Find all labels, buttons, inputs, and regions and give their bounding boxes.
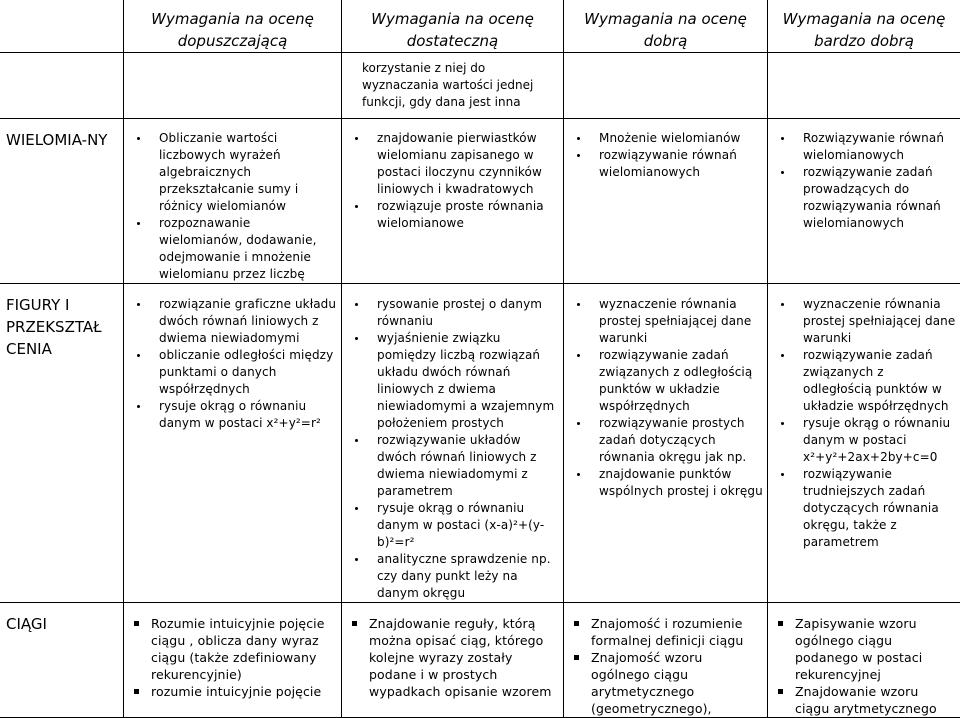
list-item: Znajdowanie reguły, którą można opisać ciąg, którego kolejne wyrazy zostały podane i w prostych wypadkach opisanie wzorem [342,615,563,700]
list-item: rozumie intuicyjnie pojęcie [124,683,341,700]
header-dostateczna: Wymagania na ocenę dostateczną [342,0,564,53]
list-item: Rozwiązywanie równań wielomianowych [768,130,960,164]
header-category [0,0,124,53]
list-item: rozwiązywanie równań wielomianowych [564,147,767,181]
cell-dopuszczajaca [124,603,342,718]
list-item: obliczanie odległości między punktami o danych współrzędnych [124,347,341,398]
cell-bardzo-dobra [768,284,960,603]
list-item: rozwiązuje proste równania wielomianowe [342,198,563,232]
list-item: rozpoznawanie wielomianów, dodawanie, odejmowanie i mnożenie wielomianu przez liczbę [124,215,341,283]
cell-bardzo-dobra [768,603,960,718]
list-item: Zapisywanie wzoru ogólnego ciągu podanego w postaci rekurencyjnej [768,615,960,683]
cell-dostateczna [342,284,564,603]
list-item: wyjaśnienie związku pomiędzy liczbą rozwiązań układu dwóch równań liniowych z dwiema niewiadomymi a wzajemnym położeniem prostych [342,330,563,432]
table-row-figury [0,284,960,603]
table-row-wielomiany [0,119,960,284]
cell-dobra [564,603,768,718]
category-label: FIGURY I PRZEKSZTAŁ CENIA [0,284,124,603]
list-item: analityczne sprawdzenie np. czy dany punkt leży na danym okręgu [342,551,563,602]
cell-dostateczna [342,119,564,284]
list-item: wyznaczenie równania prostej spełniającej dane warunki [768,296,960,347]
header-dopuszczajaca: Wymagania na ocenę dopuszczającą [124,0,342,53]
header-dobra: Wymagania na ocenę dobrą [564,0,768,53]
category-label: WIELOMIA-NY [0,119,124,284]
continuation-row [0,53,960,119]
cell-dopuszczajaca [124,284,342,603]
list-item: wyznaczenie równania prostej spełniającej dane warunki [564,296,767,347]
list-item: rysowanie prostej o danym równaniu [342,296,563,330]
list-item: Obliczanie wartości liczbowych wyrażeń algebraicznych przekształcanie sumy i różnicy wielomianów [124,130,341,215]
table-row-ciagi [0,603,960,718]
list-item: rozwiązywanie trudniejszych zadań dotyczących równania okręgu, także z parametrem [768,466,960,551]
category-label: CIĄGI [0,603,124,718]
list-item: rozwiązywanie zadań prowadzących do rozwiązywania równań wielomianowych [768,164,960,232]
header-row [0,0,960,53]
list-item: znajdowanie punktów wspólnych prostej i okręgu [564,466,767,500]
cell-dopuszczajaca [124,119,342,284]
header-bardzo-dobra: Wymagania na ocenę bardzo dobrą [768,0,960,53]
list-item: znajdowanie pierwiastków wielomianu zapisanego w postaci iloczynu czynników liniowych i kwadratowych [342,130,563,198]
cell-dobra [564,119,768,284]
list-item: rozwiązywanie zadań związanych z odległością punktów w układzie współrzędnych [768,347,960,415]
list-item: rysuje okrąg o równaniu danym w postaci (x-a)²+(y-b)²=r² [342,500,563,551]
cell-dostateczna [342,603,564,718]
list-item: Znajdowanie wzoru ciągu arytmetycznego [768,683,960,717]
list-item: Rozumie intuicyjnie pojęcie ciągu , oblicza dany wyraz ciągu (także zdefiniowany rekurencyjnie) [124,615,341,683]
list-item: rozwiązywanie układów dwóch równań liniowych z dwiema niewiadomymi z parametrem [342,432,563,500]
list-item: Znajomość wzoru ogólnego ciągu arytmetycznego (geometrycznego), [564,649,767,717]
list-item: rozwiązywanie prostych zadań dotyczących równania okręgu jak np. [564,415,767,466]
list-item: rozwiązanie graficzne układu dwóch równań liniowych z dwiema niewiadomymi [124,296,341,347]
continuation-text: korzystanie z niej do wyznaczania wartości jednej funkcji, gdy dana jest inna [342,53,564,119]
cell-dobra [564,284,768,603]
cell-bardzo-dobra [768,119,960,284]
list-item: Mnożenie wielomianów [564,130,767,147]
list-item: Znajomość i rozumienie formalnej definicji ciągu [564,615,767,649]
list-item: rysuje okrąg o równaniu danym w postaci x²+y²=r² [124,398,341,432]
list-item: rozwiązywanie zadań związanych z odległością punktów w układzie współrzędnych [564,347,767,415]
list-item: rysuje okrąg o równaniu danym w postaci x²+y²+2ax+2by+c=0 [768,415,960,466]
